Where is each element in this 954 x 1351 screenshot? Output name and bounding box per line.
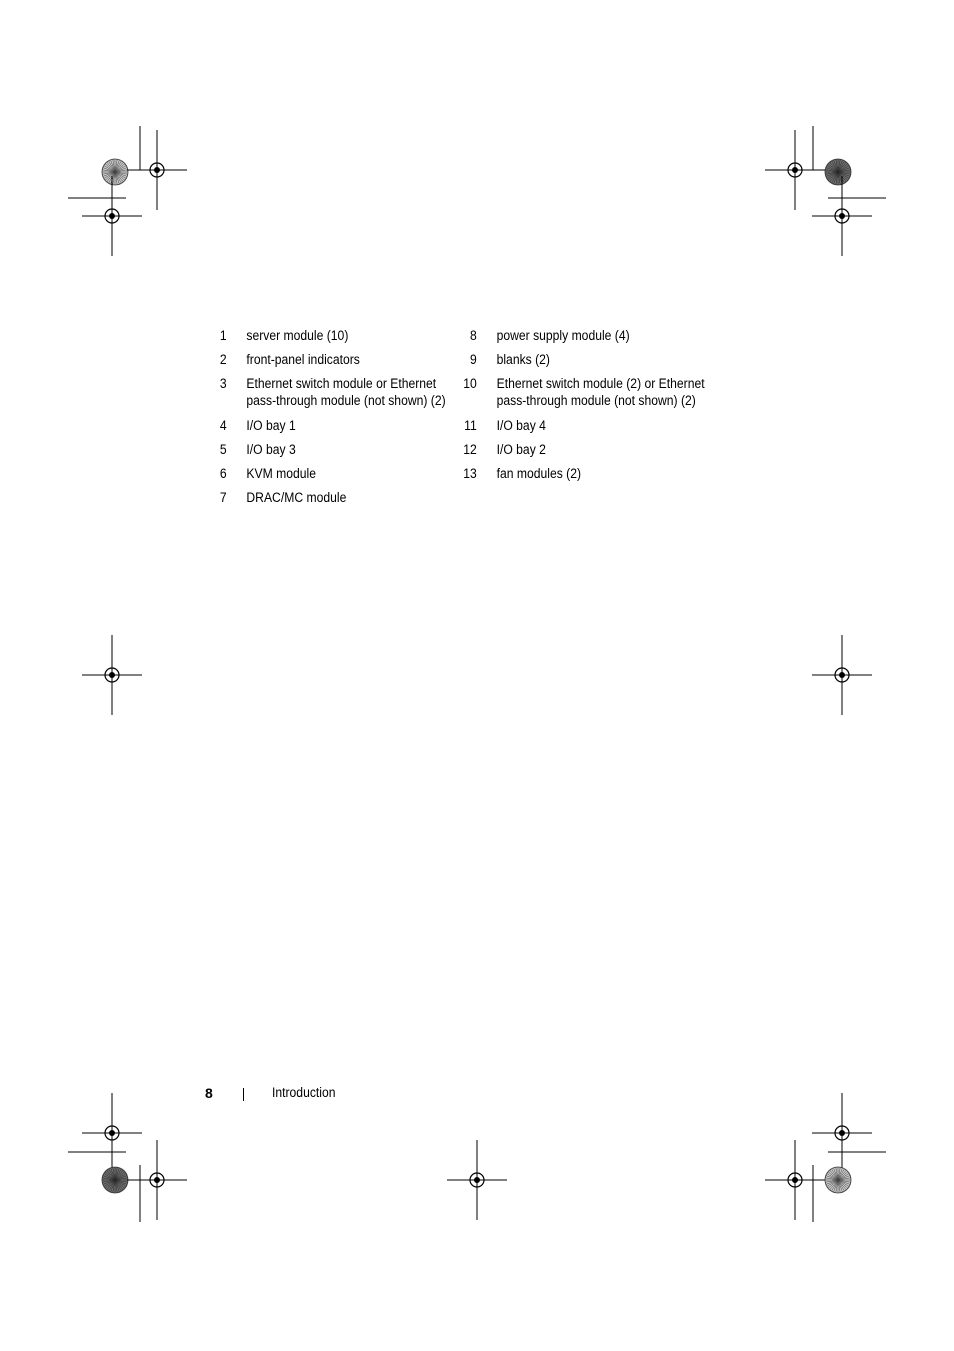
callout-number: 1 (219, 328, 227, 343)
callout-label: blanks (2) (496, 352, 550, 367)
callout-number: 6 (219, 466, 227, 481)
callout-number: 8 (470, 328, 477, 343)
registration-target-icon (447, 1140, 507, 1220)
callout-label: I/O bay 1 (246, 418, 296, 433)
legend-row (205, 327, 745, 347)
callout-label: KVM module (246, 466, 316, 481)
registration-target-icon (127, 1140, 187, 1220)
legend-row (205, 351, 745, 371)
registration-target-icon (812, 176, 872, 256)
color-starburst-icon (825, 159, 851, 185)
callout-label: I/O bay 3 (246, 442, 296, 457)
callout-label: Ethernet switch module (2) or Ethernet (496, 376, 705, 391)
callout-number: 9 (470, 352, 477, 367)
callout-label: front-panel indicators (246, 352, 360, 367)
registration-target-icon (82, 1093, 142, 1173)
callout-number: 10 (463, 376, 477, 391)
color-starburst-icon (102, 1167, 128, 1193)
callout-number: 7 (219, 490, 227, 505)
page-footer (0, 1085, 954, 1105)
registration-target-icon (82, 176, 142, 256)
callout-number: 12 (463, 442, 477, 457)
callout-number: 11 (464, 418, 477, 433)
callout-label: Ethernet switch module or Ethernet (246, 376, 437, 391)
registration-target-icon (765, 130, 825, 210)
callout-number: 2 (219, 352, 227, 367)
color-starburst-icon (825, 1167, 851, 1193)
legend-row (205, 465, 745, 485)
legend-row (205, 441, 745, 461)
registration-target-icon (812, 1093, 872, 1173)
callout-number: 13 (463, 466, 477, 481)
callout-label: I/O bay 2 (496, 442, 546, 457)
registration-target-icon (82, 635, 142, 715)
section-title: Introduction (272, 1085, 336, 1100)
callout-label: server module (10) (246, 328, 349, 343)
callout-label-continued: pass-through module (not shown) (2) (496, 393, 696, 408)
legend-row (205, 375, 745, 413)
registration-target-icon (812, 635, 872, 715)
callout-label-continued: pass-through module (not shown) (2) (246, 393, 446, 408)
registration-target-icon (765, 1140, 825, 1220)
legend-row (205, 417, 745, 437)
callout-label: power supply module (4) (496, 328, 630, 343)
callout-label: DRAC/MC module (246, 490, 347, 505)
callout-number: 5 (219, 442, 227, 457)
callout-label: I/O bay 4 (496, 418, 546, 433)
callout-number: 3 (219, 376, 227, 391)
legend-row (205, 489, 745, 509)
callout-label: fan modules (2) (496, 466, 582, 481)
callout-number: 4 (219, 418, 227, 433)
registration-target-icon (127, 130, 187, 210)
footer-divider (243, 1088, 244, 1101)
color-starburst-icon (102, 159, 128, 185)
page-number: 8 (205, 1085, 213, 1101)
